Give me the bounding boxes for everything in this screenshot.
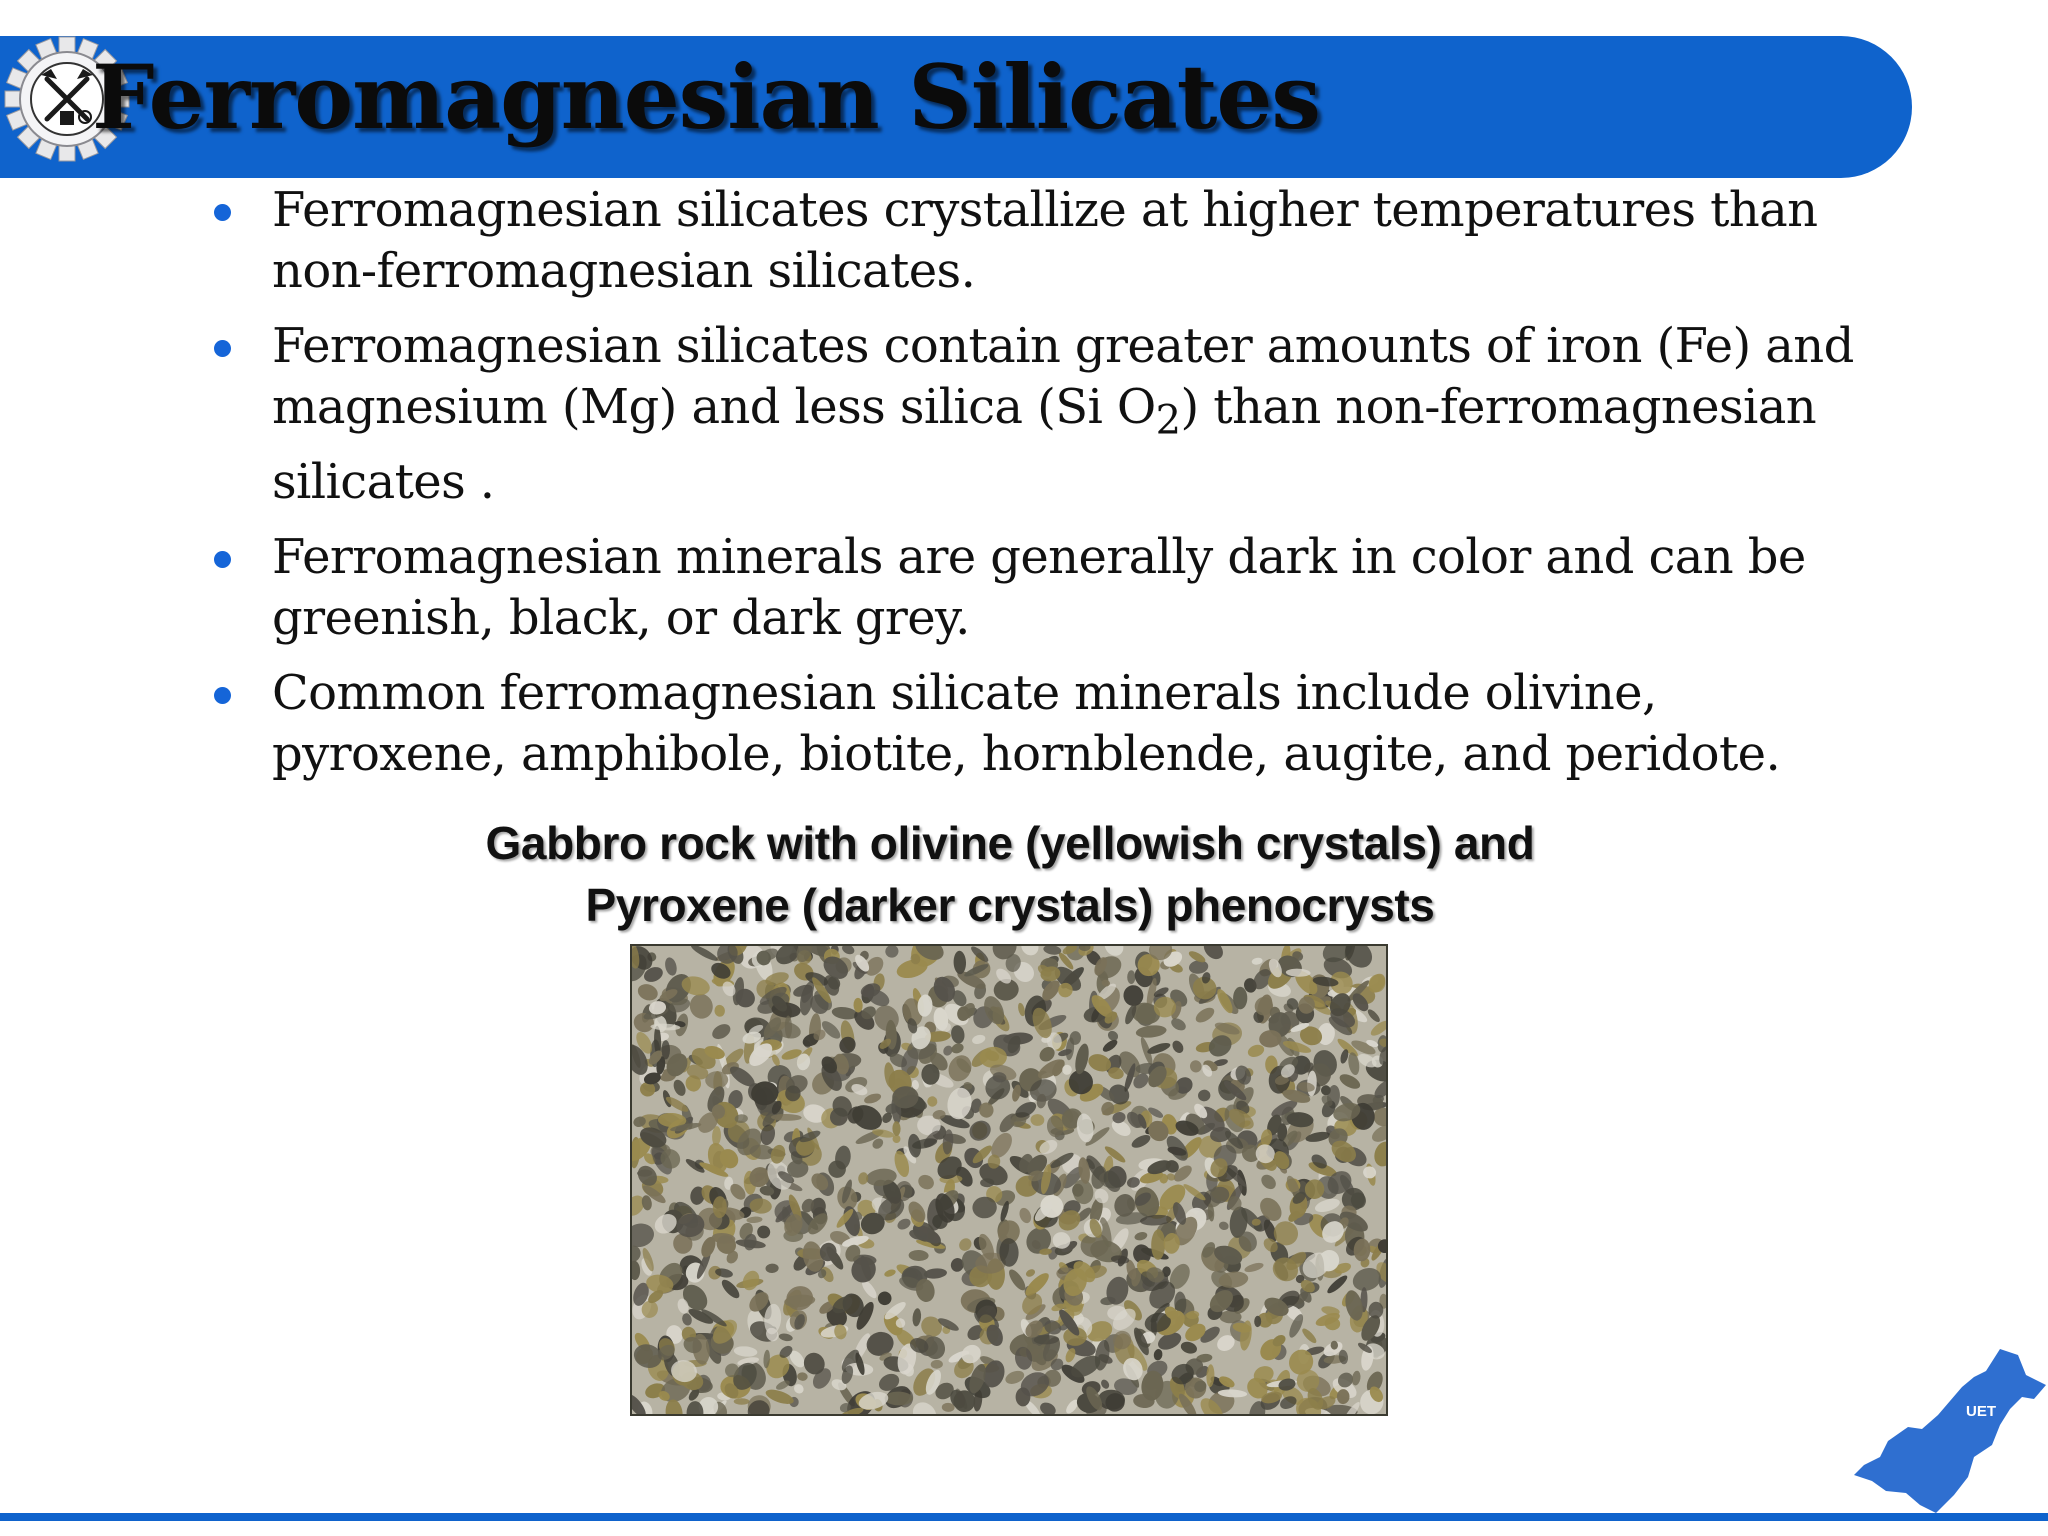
bottom-divider: [0, 1513, 2048, 1521]
figure-caption: [390, 812, 1630, 936]
rock-crystal: [1127, 970, 1135, 984]
rock-crystal: [1219, 1311, 1241, 1324]
bullet-item: [206, 180, 1866, 302]
map-label: UET: [1966, 1403, 1996, 1420]
bullet-dot-icon: [214, 687, 231, 704]
bullet-dot-icon: [214, 204, 231, 221]
rock-crystal: [1159, 1174, 1168, 1184]
pakistan-map-icon: [1850, 1345, 2048, 1515]
gabbro-rock-photo: [630, 944, 1388, 1416]
rock-crystal: [1233, 987, 1247, 1010]
bullet-item: [206, 663, 1866, 785]
bullet-list: [206, 180, 1866, 799]
bullet-item: [206, 316, 1866, 513]
gabbro-rock-texture: [632, 946, 1386, 1414]
bullet-text: Ferromagnesian silicates contain greater amounts of iron (Fe) and magnesium (Mg) and less silica (Si $O_2$) than non-ferromagnesian silicates .: [272, 318, 1854, 510]
bullet-text: Ferromagnesian minerals are generally dark in color and can be greenish, black, or dark grey.: [272, 528, 1806, 646]
figure-caption-line-2: Pyroxene (darker crystals) phenocrysts: [585, 879, 1435, 931]
bullet-dot-icon: [214, 340, 231, 357]
bullet-text: Common ferromagnesian silicate minerals include olivine, pyroxene, amphibole, biotite, hornblende, augite, and peridote.: [272, 664, 1781, 782]
slide-title: Ferromagnesian Silicates: [92, 45, 1320, 149]
bullet-text: Ferromagnesian silicates crystallize at higher temperatures than non-ferromagnesian silicates.: [272, 182, 1818, 299]
bullet-dot-icon: [214, 551, 231, 568]
figure-caption-line-1: Gabbro rock with olivine (yellowish crystals) and: [485, 817, 1535, 869]
bullet-item: [206, 527, 1866, 649]
